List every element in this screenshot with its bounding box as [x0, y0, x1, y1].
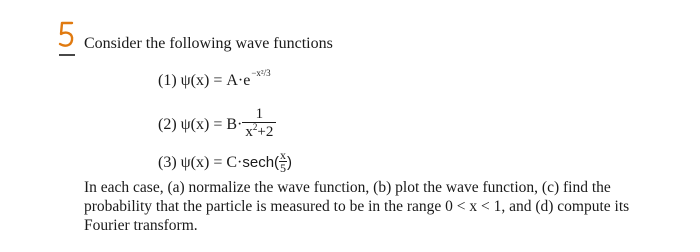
paragraph-line-1: In each case, (a) normalize the wave function, (b) plot the wave function, (c) find the	[84, 179, 611, 196]
equation-2-denominator-rest: +2	[257, 124, 274, 140]
equation-3-function: sech(	[242, 154, 280, 172]
equation-3-fraction	[279, 149, 287, 174]
equation-3-index: (3)	[158, 154, 177, 172]
equation-1-exponent: −x²/3	[251, 68, 271, 78]
equation-2-denominator-base: x	[245, 124, 253, 140]
equation-2-fraction	[242, 106, 276, 141]
equation-1	[158, 68, 271, 90]
equation-2-index: (2)	[158, 116, 177, 134]
equation-2-numerator: 1	[255, 106, 264, 122]
equation-2	[158, 108, 276, 143]
intro-text: Consider the following wave functions	[84, 35, 333, 52]
equation-2-denominator-power: 2	[252, 122, 258, 132]
equation-1-lhs: ψ(x) = A·e	[180, 72, 251, 89]
equation-3-frac-numerator: x	[280, 148, 287, 162]
equation-2-lhs: ψ(x) = B·	[180, 116, 243, 134]
instructions-paragraph	[84, 178, 684, 235]
paragraph-line-3: Fourier transform.	[84, 217, 198, 234]
equation-3-close: )	[287, 154, 293, 172]
equation-2-denominator	[242, 122, 276, 141]
equation-3-frac-denominator: 5	[280, 161, 287, 175]
equation-1-index: (1)	[158, 72, 177, 89]
question-number-handwritten	[58, 20, 76, 60]
equation-3	[158, 148, 293, 176]
paragraph-line-2: probability that the particle is measured to be in the range 0 < x < 1, and (d) compute its	[84, 198, 630, 215]
equation-3-lhs: ψ(x) = C·	[180, 154, 243, 172]
